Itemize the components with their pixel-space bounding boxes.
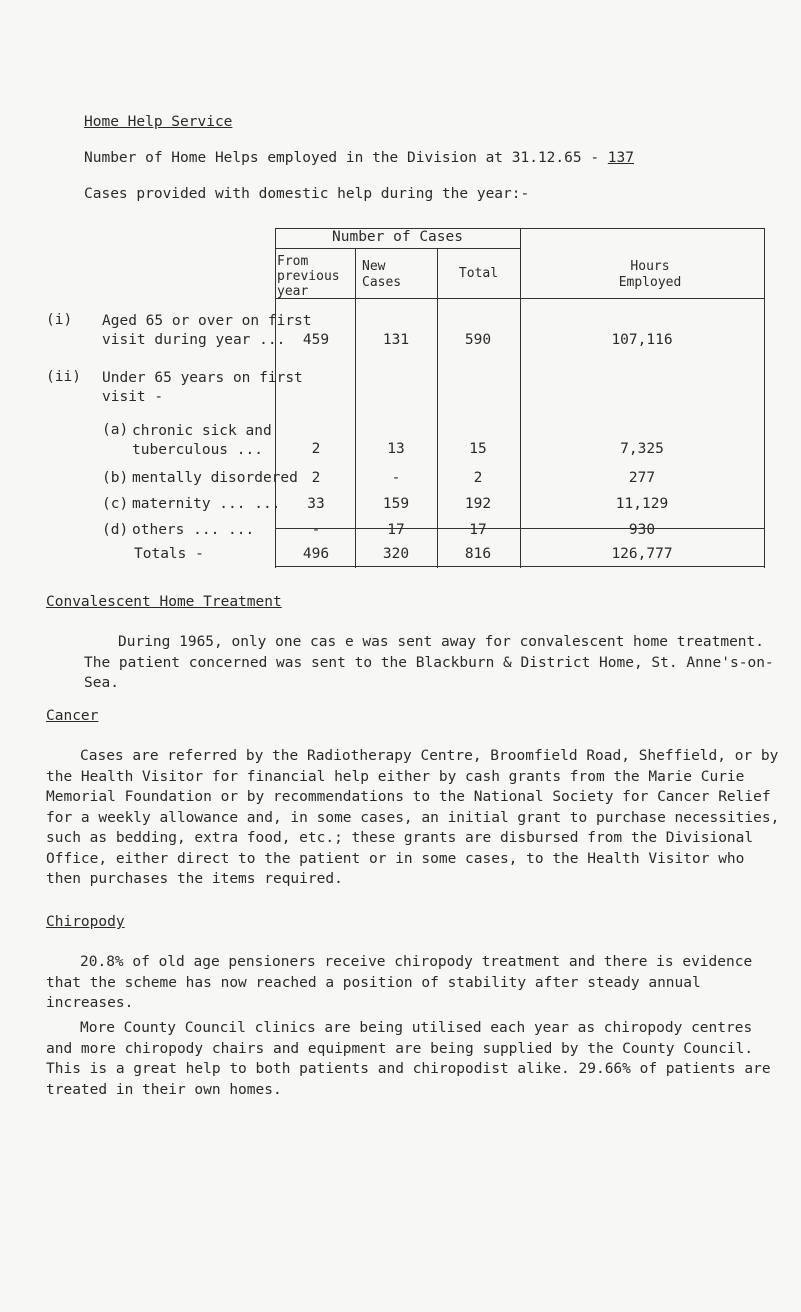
row-id-a: (a) xyxy=(102,422,129,438)
total-from-prev: 496 xyxy=(302,546,330,562)
row-label-ii: Under 65 years on first visit - xyxy=(102,370,303,405)
col-hours: Hours Employed xyxy=(618,259,682,290)
convalescent-body: During 1965, only one cas e was sent away for convalescent home treatment. The patient concerned was sent to the Blackburn & District Home, St. Anne's-on-Sea. xyxy=(84,634,774,691)
cell-new: 17 xyxy=(387,522,405,538)
convalescent-heading: Convalescent Home Treatment xyxy=(46,594,282,610)
row-id-i: (i) xyxy=(46,312,73,328)
col-total: Total xyxy=(458,266,499,281)
chiropody-heading: Chiropody xyxy=(46,914,125,930)
total-hours: 126,777 xyxy=(611,546,673,562)
col-new-cases: New Cases xyxy=(362,259,402,290)
cell-hours: 277 xyxy=(628,470,656,486)
total-new: 320 xyxy=(382,546,410,562)
cell-total: 17 xyxy=(469,522,487,538)
cell-total: 2 xyxy=(473,470,483,486)
section-title: Home Help Service xyxy=(84,114,233,130)
cell-new: 131 xyxy=(382,332,410,348)
row-id-c: (c) xyxy=(102,496,129,512)
home-helps-line xyxy=(84,150,634,166)
cell-hours: 930 xyxy=(628,522,656,538)
cancer-heading: Cancer xyxy=(46,708,99,724)
cell-total: 192 xyxy=(464,496,492,512)
row-id-d: (d) xyxy=(102,522,129,538)
total-total: 816 xyxy=(464,546,492,562)
chiropody-para1: 20.8% of old age pensioners receive chiropody treatment and there is evidence that the scheme has now reached a position of stability after steady annual increases. xyxy=(46,954,753,1011)
home-helps-text: Number of Home Helps employed in the Division at 31.12.65 - xyxy=(84,150,608,166)
cell-new: - xyxy=(391,470,401,486)
row-label-i: Aged 65 or over on first visit during year ... xyxy=(102,313,312,348)
totals-label: Totals - xyxy=(134,546,204,562)
row-label-d: others ... ... xyxy=(132,522,255,538)
row-label-b: mentally disordered xyxy=(132,470,298,486)
cancer-body: Cases are referred by the Radiotherapy Centre, Broomfield Road, Sheffield, or by the Health Visitor for financial help either by cash grants from the Marie Curie Memorial Foundation or by recommendations to the National Society for Cancer Relief for a weekly allowance and, in some cases, an initial grant to purchase necessities, such as bedding, extra food, etc.; these grants are disbursed from the Divisional Office, either direct to the patient or in some cases, to the Health Visitor who then purchases the items required. xyxy=(46,748,780,887)
cell-new: 13 xyxy=(387,441,405,457)
cases-intro: Cases provided with domestic help during the year:- xyxy=(84,186,530,202)
cell-hours: 107,116 xyxy=(611,332,673,348)
col-from-previous: From previous year xyxy=(277,254,340,299)
cell-hours: 11,129 xyxy=(615,496,669,512)
row-label-c: maternity ... ... xyxy=(132,496,281,512)
cell-from-prev: - xyxy=(311,522,321,538)
cell-from-prev: 2 xyxy=(311,441,321,457)
chiropody-para2: More County Council clinics are being utilised each year as chiropody centres and more chiropody chairs and equipment are being supplied by the County Council. This is a great help to both patients and chiropodist alike. 29.66% of patients are treated in their own homes. xyxy=(46,1020,771,1098)
cell-from-prev: 33 xyxy=(307,496,325,512)
home-helps-value: 137 xyxy=(607,150,634,166)
cell-total: 15 xyxy=(469,441,487,457)
group-header: Number of Cases xyxy=(332,229,463,245)
cell-from-prev: 459 xyxy=(302,332,330,348)
cell-new: 159 xyxy=(382,496,410,512)
cell-total: 590 xyxy=(464,332,492,348)
row-label-a: chronic sick and tuberculous ... xyxy=(132,423,272,458)
row-id-b: (b) xyxy=(102,470,129,486)
row-id-ii: (ii) xyxy=(46,369,81,385)
cell-hours: 7,325 xyxy=(620,441,664,457)
cell-from-prev: 2 xyxy=(311,470,321,486)
